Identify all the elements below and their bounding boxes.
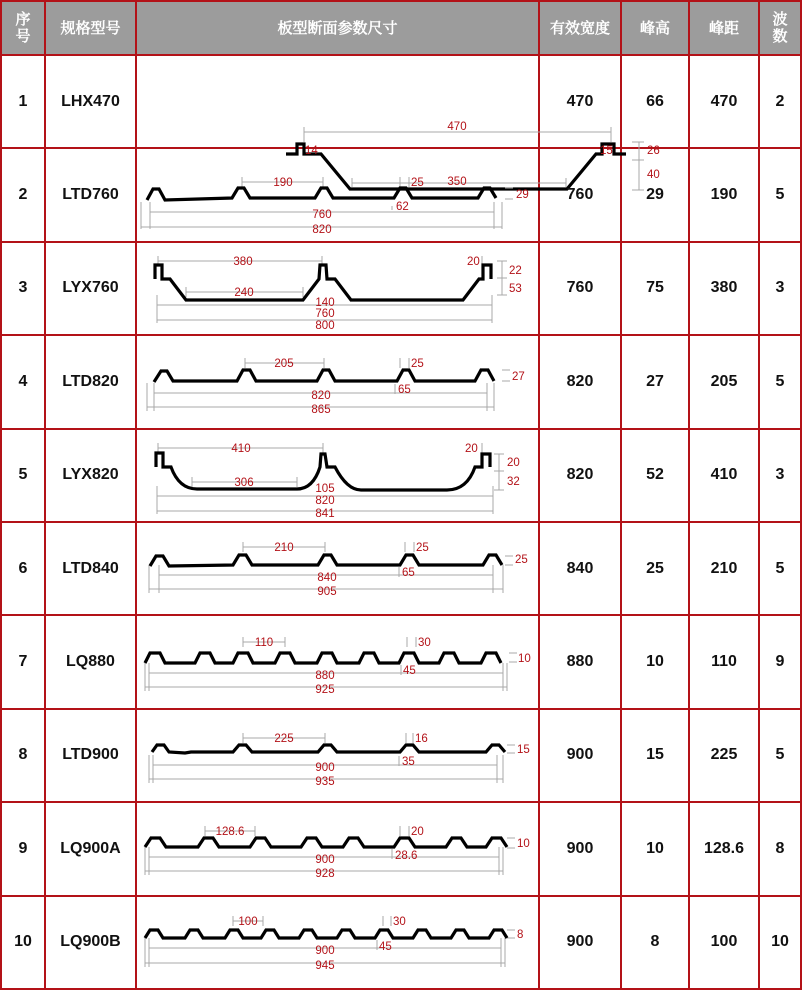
- dim-total: 945: [315, 959, 335, 972]
- peak-height: 52: [621, 429, 689, 522]
- wave-count: 8: [759, 802, 801, 895]
- dim-height: 25: [515, 554, 528, 567]
- dim-pitch: 410: [231, 442, 251, 455]
- model-name: LTD840: [45, 522, 136, 615]
- peak-pitch: 380: [689, 242, 759, 335]
- header-peak-height: 峰高: [621, 1, 689, 55]
- model-name: LHX470: [45, 55, 136, 148]
- dim-height-lower: 53: [509, 282, 522, 295]
- profile-diagram: [137, 243, 537, 334]
- profile-diagram: [137, 803, 537, 894]
- effective-width: 900: [539, 709, 621, 802]
- dim-left-flange: 14: [305, 145, 318, 158]
- dim-rib-top: 20: [465, 442, 478, 455]
- profile-cell: [136, 522, 539, 615]
- dim-pitch: 100: [238, 915, 258, 928]
- header-peak-pitch: 峰距: [689, 1, 759, 55]
- model-name: LYX820: [45, 429, 136, 522]
- wave-count: 10: [759, 896, 801, 989]
- row-number: 5: [1, 429, 45, 522]
- dim-width: 840: [317, 572, 337, 585]
- profile-cell: [136, 148, 539, 241]
- dim-height: 27: [512, 371, 525, 384]
- header-waves: [759, 1, 801, 55]
- model-name: LTD820: [45, 335, 136, 428]
- dim-rib-top: 25: [411, 176, 424, 189]
- dim-pitch: 128.6: [215, 826, 245, 839]
- table-row: [1, 55, 801, 148]
- effective-width: 900: [539, 896, 621, 989]
- dim-rib-top: 25: [416, 542, 429, 555]
- dim-height-upper: 26: [647, 145, 660, 158]
- dim-rib-top: 16: [415, 732, 428, 745]
- row-number: 1: [1, 55, 45, 148]
- effective-width: 820: [539, 429, 621, 522]
- dim-top: 470: [447, 121, 467, 134]
- header-row: [1, 1, 801, 55]
- row-number: 10: [1, 896, 45, 989]
- table-row: [1, 429, 801, 522]
- effective-width: 880: [539, 615, 621, 708]
- peak-height: 66: [621, 55, 689, 148]
- effective-width: 760: [539, 148, 621, 241]
- dim-width: 880: [315, 669, 335, 682]
- table-row: [1, 148, 801, 241]
- dim-rib-base: 65: [402, 567, 415, 580]
- dim-rib-base: 65: [398, 384, 411, 397]
- profile-cell: [136, 802, 539, 895]
- wave-count: 5: [759, 335, 801, 428]
- row-number: 7: [1, 615, 45, 708]
- dim-total: 841: [315, 507, 335, 520]
- peak-height: 27: [621, 335, 689, 428]
- profile-diagram: [137, 336, 537, 427]
- profile-cell: [136, 615, 539, 708]
- model-name: LQ900A: [45, 802, 136, 895]
- profile-cell: [136, 335, 539, 428]
- table-row: [1, 802, 801, 895]
- effective-width: 760: [539, 242, 621, 335]
- wave-count: 9: [759, 615, 801, 708]
- dim-total: 935: [315, 775, 335, 788]
- row-number: 2: [1, 148, 45, 241]
- dim-total: 865: [311, 404, 331, 417]
- dim-height-lower: 32: [507, 475, 520, 488]
- dim-pitch: 205: [274, 358, 294, 371]
- dim-pitch: 190: [273, 176, 293, 189]
- wave-count: 2: [759, 55, 801, 148]
- peak-pitch: 190: [689, 148, 759, 241]
- row-number: 9: [1, 802, 45, 895]
- peak-pitch: 205: [689, 335, 759, 428]
- profile-diagram: [137, 617, 537, 708]
- dim-width: 900: [315, 854, 335, 867]
- table-row: [1, 896, 801, 989]
- dim-total: 925: [315, 683, 335, 696]
- dim-rib-top: 30: [393, 915, 406, 928]
- dim-height: 10: [517, 838, 530, 851]
- peak-height: 75: [621, 242, 689, 335]
- wave-count: 3: [759, 429, 801, 522]
- profile-diagram: [137, 710, 537, 801]
- model-name: LYX760: [45, 242, 136, 335]
- effective-width: 820: [539, 335, 621, 428]
- header-width: 有效宽度: [539, 1, 621, 55]
- model-name: LTD900: [45, 709, 136, 802]
- row-number: 4: [1, 335, 45, 428]
- header-seq: [1, 1, 45, 55]
- effective-width: 470: [539, 55, 621, 148]
- effective-width: 900: [539, 802, 621, 895]
- dim-rib-base: 28.6: [395, 850, 418, 863]
- dim-rib-top: 20: [411, 826, 424, 839]
- dim-height: 29: [516, 188, 529, 201]
- dim-pitch: 380: [233, 255, 253, 268]
- dim-rib-top: 25: [411, 358, 424, 371]
- dim-bottom: 350: [447, 176, 467, 189]
- table-row: [1, 522, 801, 615]
- table-row: [1, 615, 801, 708]
- dim-width: 760: [315, 307, 335, 320]
- dim-total: 928: [315, 868, 335, 881]
- dim-pitch: 225: [274, 732, 294, 745]
- dim-height: 10: [518, 652, 531, 665]
- dim-rib-top: 20: [467, 255, 480, 268]
- dim-valley: 105: [315, 482, 335, 495]
- dim-width: 900: [315, 944, 335, 957]
- peak-pitch: 100: [689, 896, 759, 989]
- dim-rib-base: 45: [403, 664, 416, 677]
- peak-height: 10: [621, 802, 689, 895]
- dim-width: 820: [315, 494, 335, 507]
- dim-total: 800: [315, 319, 335, 332]
- peak-height: 29: [621, 148, 689, 241]
- model-name: LQ880: [45, 615, 136, 708]
- dim-pitch: 210: [274, 542, 294, 555]
- effective-width: 840: [539, 522, 621, 615]
- profile-diagram: [137, 150, 537, 241]
- profile-diagram: [137, 430, 537, 521]
- peak-pitch: 110: [689, 615, 759, 708]
- peak-pitch: 128.6: [689, 802, 759, 895]
- dim-total: 820: [312, 223, 332, 236]
- dim-right-flange: 15: [600, 145, 613, 158]
- profile-cell: [136, 242, 539, 335]
- peak-pitch: 470: [689, 55, 759, 148]
- peak-height: 8: [621, 896, 689, 989]
- dim-valley: 140: [315, 296, 335, 309]
- wave-count: 5: [759, 709, 801, 802]
- dim-width: 820: [311, 390, 331, 403]
- model-name: LQ900B: [45, 896, 136, 989]
- header-waves-label: 波 数: [772, 11, 788, 45]
- table-row: [1, 242, 801, 335]
- dim-total: 905: [317, 586, 337, 599]
- row-number: 6: [1, 522, 45, 615]
- peak-height: 15: [621, 709, 689, 802]
- profile-cell: [136, 429, 539, 522]
- header-model: 规格型号: [45, 1, 136, 55]
- profile-cell: [136, 896, 539, 989]
- dim-height-upper: 20: [507, 456, 520, 469]
- table-row: [1, 709, 801, 802]
- row-number: 3: [1, 242, 45, 335]
- profile-diagram: [137, 897, 537, 988]
- table-row: [1, 335, 801, 428]
- dim-rib-top: 30: [418, 636, 431, 649]
- wave-count: 3: [759, 242, 801, 335]
- peak-pitch: 410: [689, 429, 759, 522]
- header-seq-label: 序 号: [15, 11, 31, 45]
- dim-width: 900: [315, 761, 335, 774]
- profile-cell: [136, 709, 539, 802]
- dim-pitch: 110: [254, 636, 274, 649]
- model-name: LTD760: [45, 148, 136, 241]
- wave-count: 5: [759, 522, 801, 615]
- dim-width: 760: [312, 208, 332, 221]
- dim-flat: 240: [234, 286, 254, 299]
- dim-height: 15: [517, 743, 530, 756]
- peak-height: 25: [621, 522, 689, 615]
- dim-height: 8: [517, 928, 524, 941]
- header-section: 板型断面参数尺寸: [136, 1, 539, 55]
- row-number: 8: [1, 709, 45, 802]
- dim-rib-base: 45: [379, 940, 392, 953]
- dim-height-lower: 40: [647, 169, 660, 182]
- dim-flat: 306: [234, 476, 254, 489]
- peak-height: 10: [621, 615, 689, 708]
- dim-height-upper: 22: [509, 264, 522, 277]
- dim-rib-base: 35: [402, 755, 415, 768]
- dim-rib-base: 62: [396, 200, 409, 213]
- peak-pitch: 210: [689, 522, 759, 615]
- profile-diagram: [137, 523, 537, 614]
- peak-pitch: 225: [689, 709, 759, 802]
- wave-count: 5: [759, 148, 801, 241]
